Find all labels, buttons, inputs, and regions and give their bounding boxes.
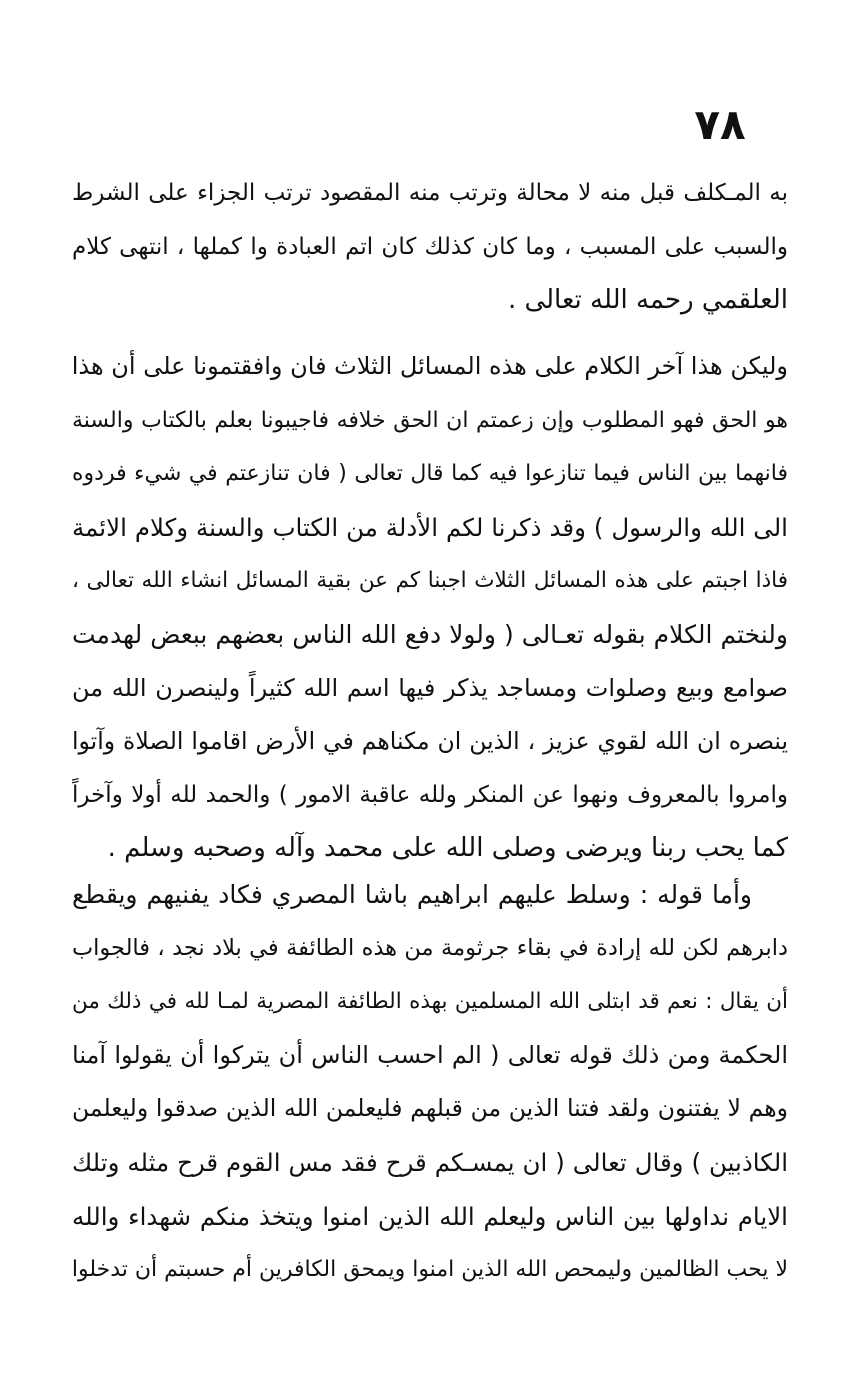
text-line: فانهما بين الناس فيما تنازعوا فيه كما قال تعالى ( فان تنازعتم في شيء فردوه xyxy=(72,461,788,487)
text-line: والسبب على المسبب ، وما كان كذلك كان اتم العبادة وا كملها ، انتهى كلام xyxy=(72,233,788,260)
text-line: الحكمة ومن ذلك قوله تعالى ( الم احسب الناس أن يتركوا أن يقولوا آمنا xyxy=(72,1040,788,1069)
text-line: به المـكلف قبل منه لا محالة وترتب منه المقصود ترتب الجزاء على الشرط xyxy=(72,180,788,206)
text-line: لا يحب الظالمين وليمحص الله الذين امنوا ويمحق الكافرين أم حسبتم أن تدخلوا xyxy=(72,1257,788,1283)
text-line: وأما قوله : وسلط عليهم ابراهيم باشا المصري فكاد يفنيهم ويقطع xyxy=(72,880,752,909)
text-line: دابرهم لكن لله إرادة في بقاء جرثومة من هذه الطائفة في بلاد نجد ، فالجواب xyxy=(72,934,788,961)
text-line: الايام نداولها بين الناس وليعلم الله الذين امنوا ويتخذ منكم شهداء والله xyxy=(72,1201,788,1231)
text-line: الكاذبين ) وقال تعالى ( ان يمسـكم قرح فقد مس القوم قرح مثله وتلك xyxy=(72,1147,788,1177)
text-line: ولنختم الكلام بقوله تعـالى ( ولولا دفع الله الناس بعضهم ببعض لهدمت xyxy=(72,619,788,649)
text-line: وهم لا يفتنون ولقد فتنا الذين من قبلهم فليعلمن الله الذين صدقوا وليعلمن xyxy=(72,1094,788,1123)
text-line: وامروا بالمعروف ونهوا عن المنكر ولله عاقبة الامور ) والحمد لله أولا وآخراً xyxy=(72,781,788,808)
paragraph-1 xyxy=(72,167,788,328)
paragraph-2 xyxy=(72,340,788,876)
text-line: الى الله والرسول ) وقد ذكرنا لكم الأدلة من الكتاب والسنة وكلام الائمة xyxy=(72,512,788,542)
paragraph-3 xyxy=(72,868,788,1297)
text-line: ينصره ان الله لقوي عزيز ، الذين ان مكناهم في الأرض اقاموا الصلاة وآتوا xyxy=(72,727,788,756)
text-line: أن يقال : نعم قد ابتلى الله المسلمين بهذه الطائفة المصرية لمـا لله في ذلك من xyxy=(72,989,788,1015)
text-line: وليكن هذا آخر الكلام على هذه المسائل الثلاث فان وافقتمونا على أن هذا xyxy=(72,352,788,380)
page-number: ٧٨ xyxy=(694,100,746,149)
text-line: هو الحق فهو المطلوب وإن زعمتم ان الحق خلافه فاجيبونا بعلم بالكتاب والسنة xyxy=(72,407,788,433)
text-line: صوامع وبيع وصلوات ومساجد يذكر فيها اسم الله كثيراً ولينصرن الله من xyxy=(72,673,788,702)
text-line: كما يحب ربنا ويرضى وصلى الله على محمد وآله وصحبه وسلم . xyxy=(107,833,788,864)
text-line: فاذا اجبتم على هذه المسائل الثلاث اجبنا كم عن بقية المسائل انشاء الله تعالى ، xyxy=(72,568,788,594)
text-line: العلقمي رحمه الله تعالى . xyxy=(507,285,788,316)
